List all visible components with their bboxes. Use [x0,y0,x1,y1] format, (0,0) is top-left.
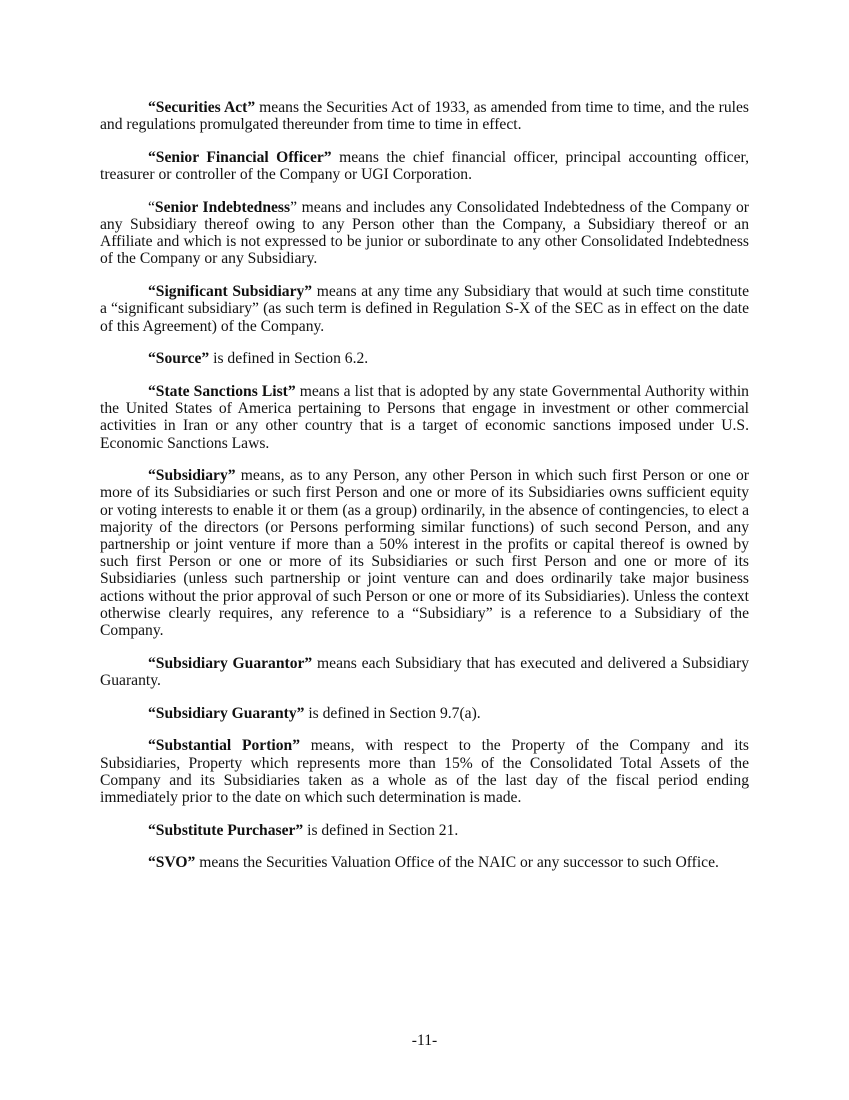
definition-subsidiary-guaranty [100,705,749,722]
definition-text: means each Subsidiary that has executed and delivered a Subsidiary Guaranty. [100,654,749,689]
definition-source [100,350,749,367]
definition-text: is defined in Section 9.7(a). [304,704,481,722]
defined-term: “Source” [148,350,210,368]
definition-text: is defined in Section 6.2. [209,350,369,368]
open-quote: “ [148,198,155,216]
defined-term: “Senior Financial Officer” [148,148,332,166]
definition-senior-indebtedness [100,199,749,268]
definition-securities-act [100,99,749,133]
definition-significant-subsidiary [100,283,749,335]
document-page [100,99,749,887]
definition-senior-financial-officer [100,149,749,183]
definition-substantial-portion [100,737,749,806]
definition-text: is defined in Section 21. [303,821,459,839]
page-number: -11- [411,1032,438,1049]
defined-term: “SVO” [148,854,196,872]
definition-text: means, as to any Person, any other Person in which such first Person or one or more of its Subsidiaries or such first Person and one or more of its Subsidiaries owns sufficient equity or voting interests to enable it or them (as a group) ordinarily, in the absence of contingencies, to elect a majority of the directors (or Persons performing similar functions) of such second Person, and any partnership or joint venture if more than a 50% interest in the profits or capital thereof is owned by such first Person or one or more of its Subsidiaries or such first Person and one or more of its Subsidiaries (unless such partnership or joint venture can and does ordinarily take major business actions without the prior approval of such Person or one or more of its Subsidiaries). Unless the context otherwise clearly requires, any reference to a “Subsidiary” is a reference to a Subsidiary of the Company. [100,467,749,640]
defined-term: “Substitute Purchaser” [148,821,304,839]
definition-state-sanctions-list [100,383,749,452]
definition-substitute-purchaser [100,822,749,839]
definition-text: means the Securities Act of 1933, as amended from time to time, and the rules and regulations promulgated thereunder from time to time in effect. [100,99,749,134]
definition-subsidiary [100,467,749,639]
definition-text: means the chief financial officer, principal accounting officer, treasurer or controller of the Company or UGI Corporation. [100,148,749,184]
definition-subsidiary-guarantor [100,655,749,689]
defined-term: “Subsidiary” [148,467,236,485]
definition-text: means the Securities Valuation Office of the NAIC or any successor to such Office. [195,854,719,872]
defined-term: “Significant Subsidiary” [148,283,313,301]
defined-term: “Securities Act” [148,99,256,116]
defined-term: “Subsidiary Guarantor” [148,654,313,672]
definition-text: means, with respect to the Property of the Company and its Subsidiaries, Property which represents more than 15% of the Consolidated Total Assets of the Company and its Subsidiaries taken as a whole as of the last day of the fiscal period ending immediately prior to the date on which such determination is made. [100,737,749,806]
defined-term: “Substantial Portion” [148,737,301,755]
defined-term: “State Sanctions List” [148,382,296,400]
defined-term: Senior Indebtedness [154,198,291,216]
definition-text: ” means and includes any Consolidated Indebtedness of the Company or any Subsidiary thereof owing to any Person other than the Company, a Subsidiary thereof or an Affiliate and which is not expressed to be junior or subordinate to any other Consolidated Indebtedness of the Company or any Subsidiary. [100,198,749,268]
definition-svo [100,854,749,871]
definition-text: means a list that is adopted by any state Governmental Authority within the United States of America pertaining to Persons that engage in investment or other commercial activities in Iran or any other country that is a target of economic sanctions imposed under U.S. Economic Sanctions Laws. [100,382,749,452]
definition-text: means at any time any Subsidiary that would at such time constitute a “significant subsidiary” (as such term is defined in Regulation S-X of the SEC as in effect on the date of this Agreement) of the Company. [100,283,749,335]
defined-term: “Subsidiary Guaranty” [148,704,305,722]
